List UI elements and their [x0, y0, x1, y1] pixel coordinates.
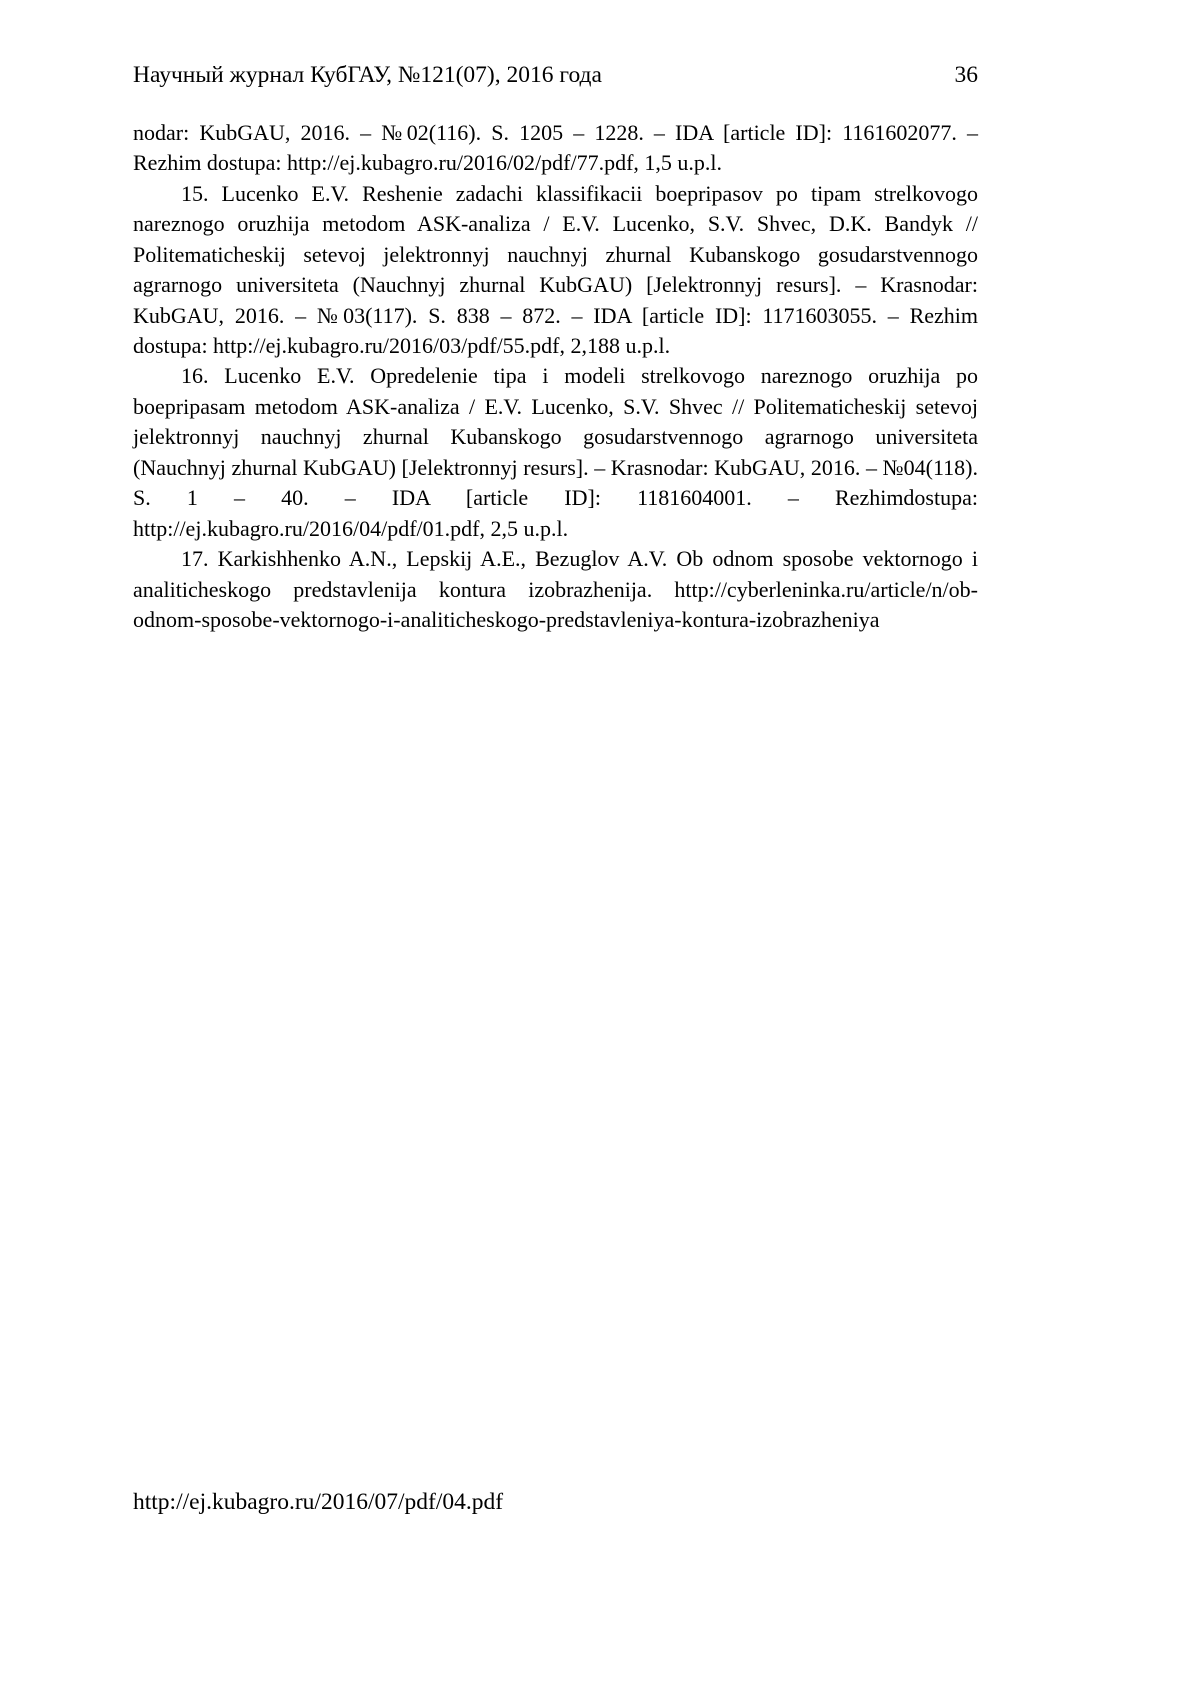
- journal-header-title: Научный журнал КубГАУ, №121(07), 2016 года: [133, 62, 602, 88]
- reference-paragraph-15: 15. Lucenko E.V. Reshenie zadachi klassifikacii boepripasov po tipam strelkovogo nareznogo oruzhija metodom ASK-analiza / E.V. Lucenko, S.V. Shvec, D.K. Bandyk // Politematicheskij setevoj jelektronnyj nauchnyj zhurnal Kubanskogo gosudarstvennogo agrarnogo universiteta (Nauchnyj zhurnal KubGAU) [Jelektronnyj resurs]. – Krasnodar: KubGAU, 2016. – №03(117). S. 838 – 872. – IDA [article ID]: 1171603055. – Rezhim dostupa: http://ej.kubagro.ru/2016/03/pdf/55.pdf, 2,188 u.p.l.: [133, 180, 978, 358]
- reference-paragraph-16: 16. Lucenko E.V. Opredelenie tipa i modeli strelkovogo nareznogo oruzhija po boepripasam metodom ASK-analiza / E.V. Lucenko, S.V. Shvec // Politematicheskij setevoj jelektronnyj nauchnyj zhurnal Kubanskogo gosudarstvennogo agrarnogo universiteta (Nauchnyj zhurnal KubGAU) [Jelektronnyj resurs]. – Krasnodar: KubGAU, 2016. – №04(118). S. 1 – 40. – IDA [article ID]: 1181604001. – Rezhimdostupa: http://ej.kubagro.ru/2016/04/pdf/01.pdf, 2,5 u.p.l.: [133, 363, 978, 541]
- page-number: 36: [954, 62, 978, 88]
- footer-url: http://ej.kubagro.ru/2016/07/pdf/04.pdf: [133, 1489, 504, 1515]
- reference-paragraph-continuation: nodar: KubGAU, 2016. – №02(116). S. 1205 – 1228. – IDA [article ID]: 1161602077. – Rezhim dostupa: http://ej.kubagro.ru/2016/02/pdf/77.pdf, 1,5 u.p.l.: [133, 119, 978, 176]
- page-content: [133, 60, 978, 636]
- page-header: [133, 60, 978, 92]
- reference-paragraph-17: 17. Karkishhenko A.N., Lepskij A.E., Bezuglov A.V. Ob odnom sposobe vektornogo i analiticheskogo predstavlenija kontura izobrazhenija. http://cyberleninka.ru/article/n/ob-odnom-sposobe-vektornogo-i-analiticheskogo-predstavleniya-kontura-izobrazheniya: [133, 546, 978, 633]
